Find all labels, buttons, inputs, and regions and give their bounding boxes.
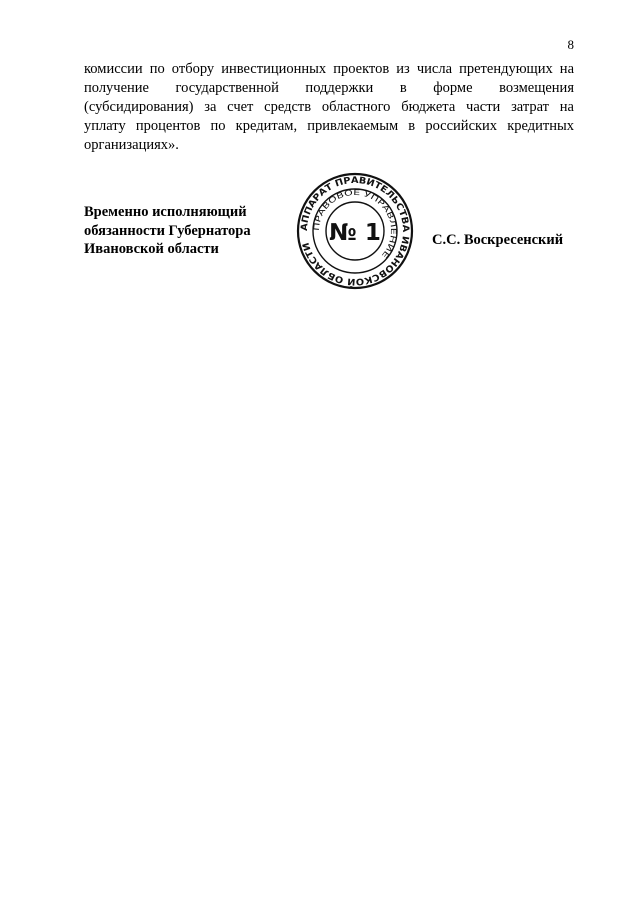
paragraph-line: организациях».: [84, 137, 179, 153]
signatory-position: [84, 203, 251, 259]
paragraph-line: уплату процентов по кредитам, привлекаемым в российских кредитных: [84, 118, 574, 134]
signatory-position-line: Временно исполняющий: [84, 204, 247, 220]
signatory-position-line: обязанности Губернатора: [84, 222, 251, 239]
paragraph-line: получение государственной поддержки в форме возмещения: [84, 80, 574, 96]
seal-outer-text: АППАРАТ ПРАВИТЕЛЬСТВА ИВАНОВСКОЙ ОБЛАСТИ: [299, 175, 411, 287]
signer-name: С.С. Воскресенский: [432, 232, 564, 248]
paragraph-line: (субсидирования) за счет средств областного бюджета части затрат на: [84, 99, 574, 115]
seal-inner-text: ПРАВОВОЕ УПРАВЛЕНИЕ: [311, 187, 399, 259]
signatory-position-line: Ивановской области: [84, 241, 219, 257]
paragraph-line: комиссии по отбору инвестиционных проектов из числа претендующих на: [84, 61, 574, 77]
document-paragraph: [84, 60, 574, 155]
page-number: 8: [567, 37, 574, 52]
seal-center-number: № 1: [329, 220, 381, 246]
seal-graphic: [296, 172, 414, 290]
official-seal-stamp: [296, 172, 414, 290]
